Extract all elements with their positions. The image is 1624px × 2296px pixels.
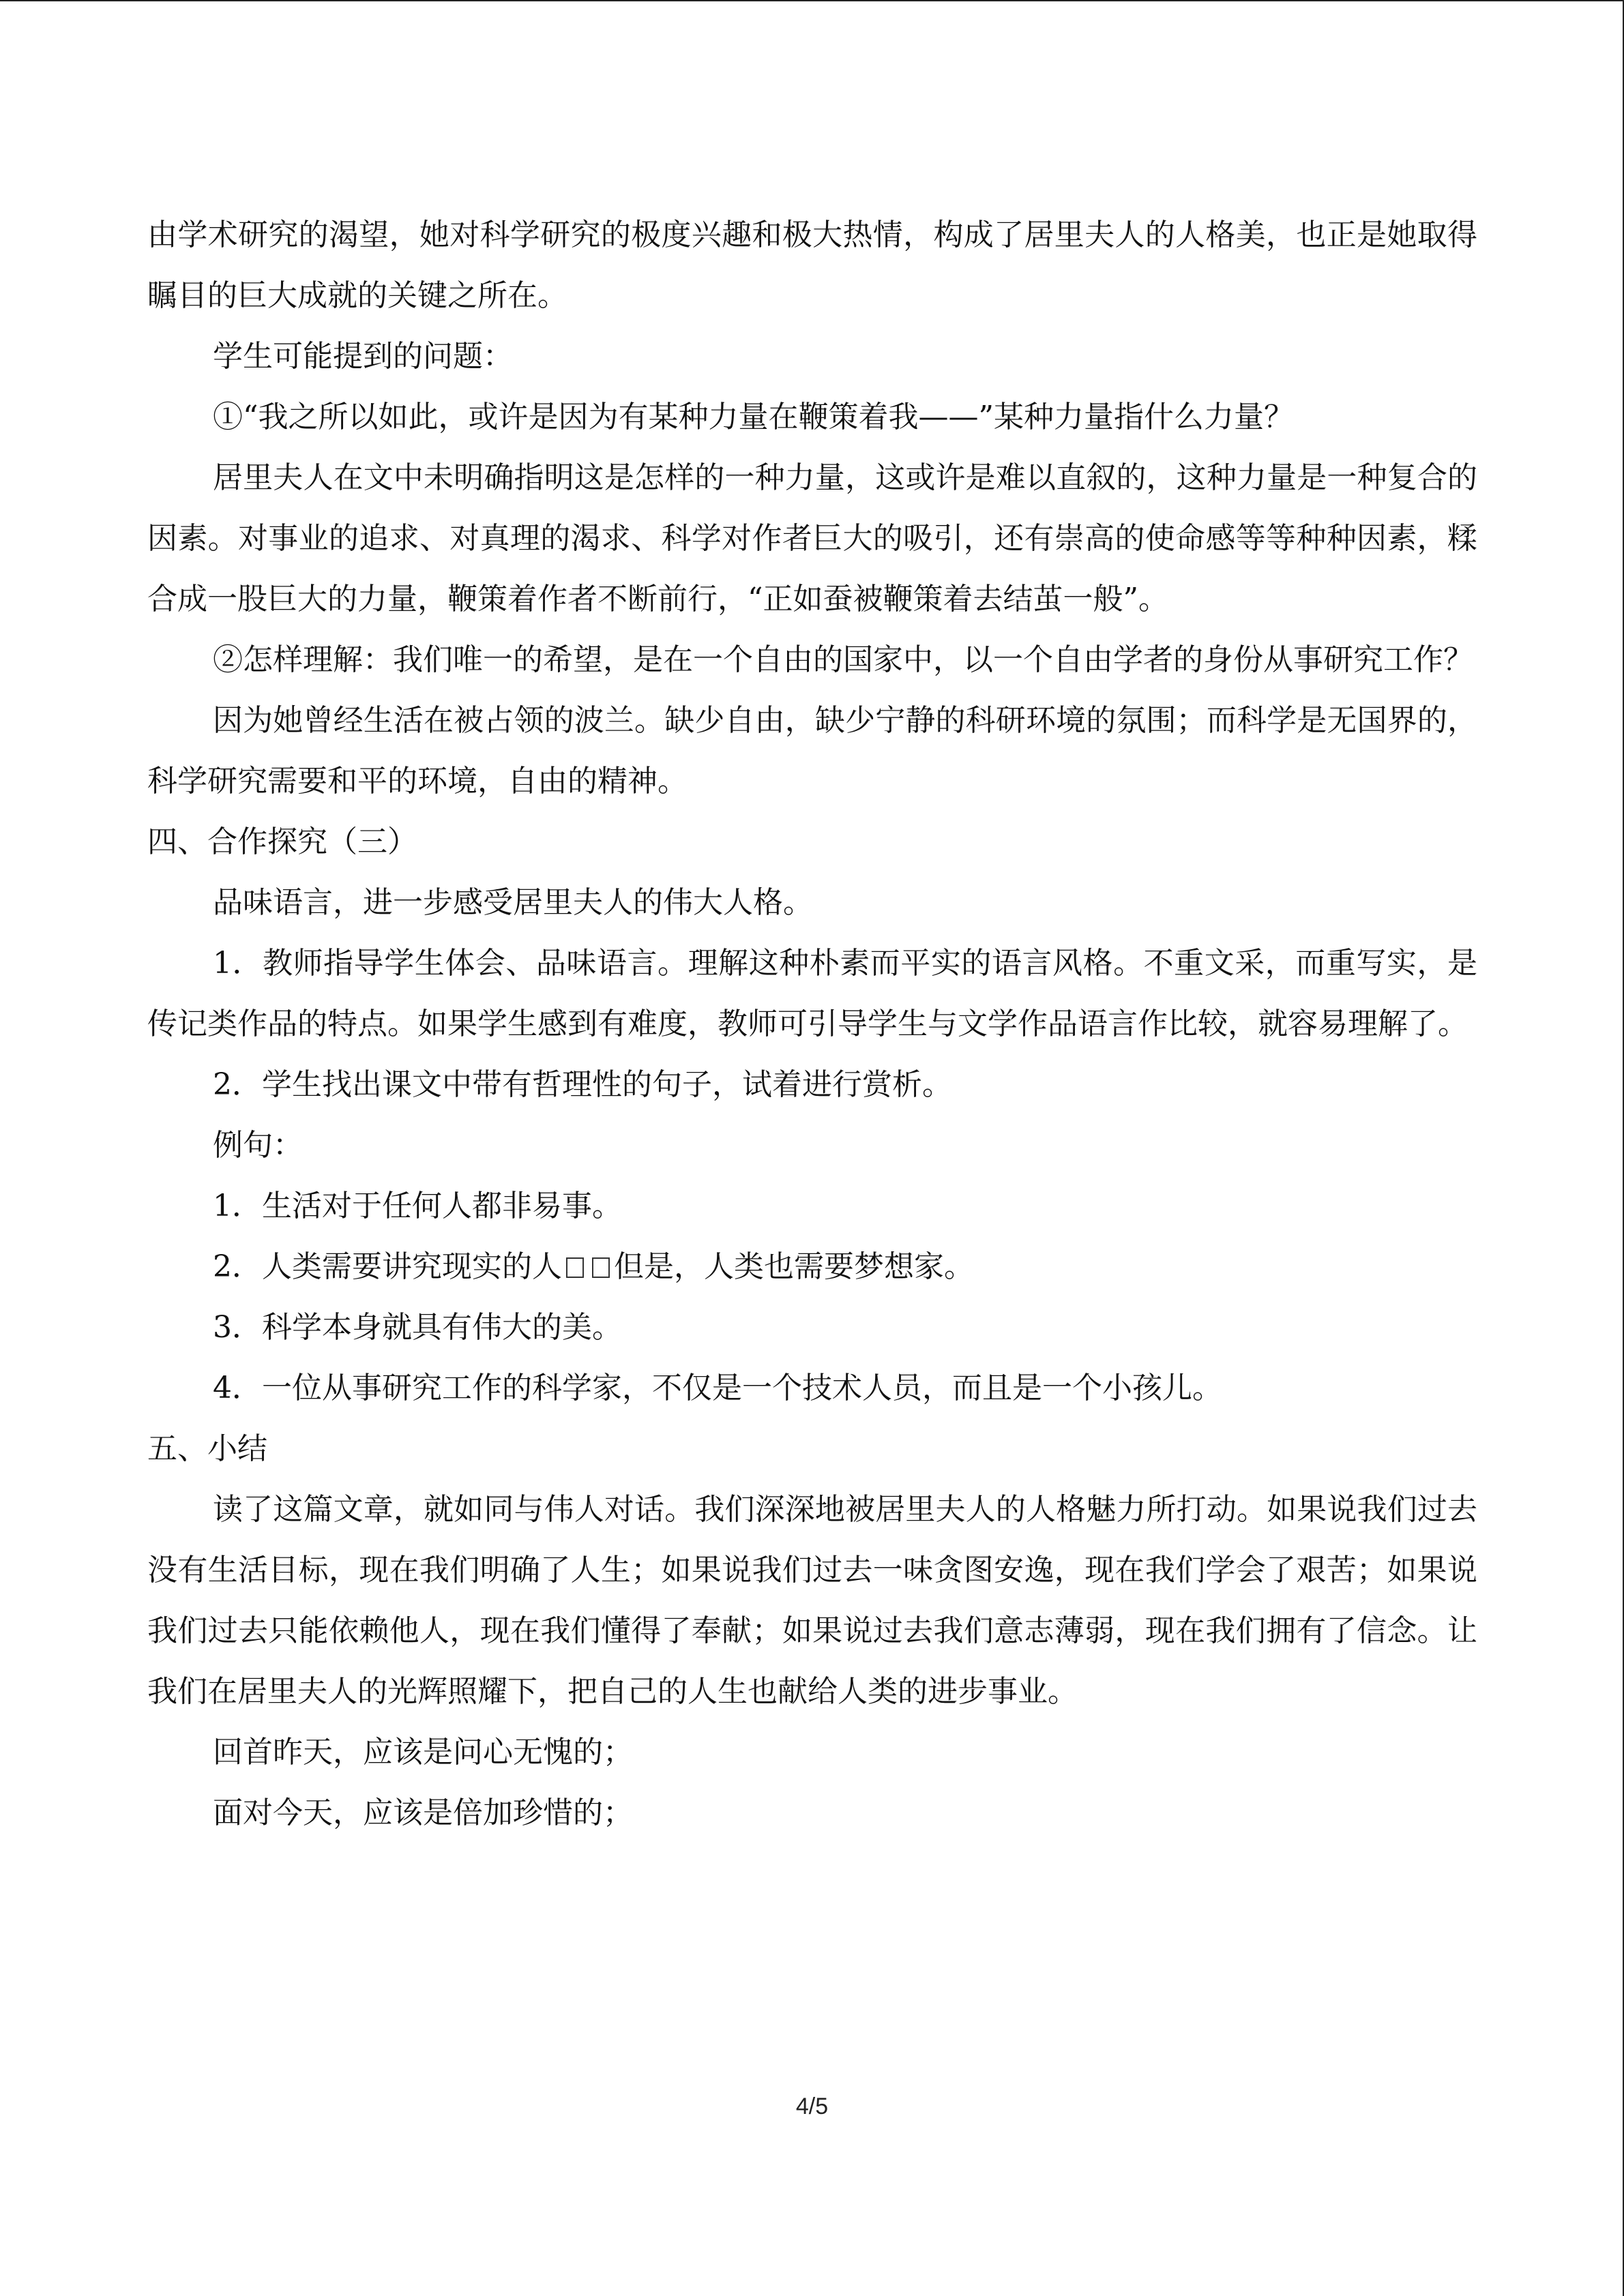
- paragraph-continuation: 由学术研究的渴望，她对科学研究的极度兴趣和极大热情，构成了居里夫人的人格美，也正是她取得瞩目的巨大成就的关键之所在。: [147, 218, 1477, 313]
- question-one: ①“我之所以如此，或许是因为有某种力量在鞭策着我——”某种力量指什么力量？: [213, 400, 1294, 434]
- example-two-part-b: 但是，人类也需要梦想家。: [614, 1249, 974, 1284]
- section-heading-five: 五、小结: [147, 1431, 267, 1466]
- missing-glyph-box: [566, 1257, 584, 1278]
- section-heading-four: 四、合作探究（三）: [147, 824, 417, 859]
- missing-glyph-box: [592, 1257, 610, 1278]
- paragraph-questions-intro: 学生可能提到的问题：: [213, 339, 513, 374]
- closing-line-one: 回首昨天，应该是问心无愧的；: [213, 1735, 633, 1770]
- section-four-intro: 品味语言，进一步感受居里夫人的伟大人格。: [213, 885, 813, 920]
- closing-line-two: 面对今天，应该是倍加珍惜的；: [213, 1795, 633, 1830]
- question-two: ②怎样理解：我们唯一的希望，是在一个自由的国家中，以一个自由学者的身份从事研究工作？: [213, 642, 1473, 677]
- example-four: 4．一位从事研究工作的科学家，不仅是一个技术人员，而且是一个小孩儿。: [213, 1371, 1222, 1405]
- document-body: [147, 205, 1477, 1843]
- section-four-item-one: 1．教师指导学生体会、品味语言。理解这种朴素而平实的语言风格。不重文采，而重写实，是传记类作品的特点。如果学生感到有难度，教师可引导学生与文学作品语言作比较，就容易理解了。: [147, 946, 1477, 1041]
- example-one: 1．生活对于任何人都非易事。: [213, 1189, 622, 1223]
- summary-paragraph: 读了这篇文章，就如同与伟人对话。我们深深地被居里夫人的人格魅力所打动。如果说我们过去没有生活目标，现在我们明确了人生；如果说我们过去一味贪图安逸，现在我们学会了艰苦；如果说我们过去只能依赖他人，现在我们懂得了奉献；如果说过去我们意志薄弱，现在我们拥有了信念。让我们在居里夫人的光辉照耀下，把自己的人生也献给人类的进步事业。: [147, 1492, 1477, 1709]
- examples-label: 例句：: [213, 1128, 303, 1163]
- example-two-part-a: 2．人类需要讲究现实的人: [213, 1249, 562, 1284]
- example-two: [147, 1236, 1477, 1297]
- example-three: 3．科学本身就具有伟大的美。: [213, 1310, 622, 1345]
- section-four-item-two: 2．学生找出课文中带有哲理性的句子，试着进行赏析。: [213, 1067, 952, 1102]
- page-number: 4/5: [795, 2093, 829, 2119]
- answer-one: 居里夫人在文中未明确指明这是怎样的一种力量，这或许是难以直叙的，这种力量是一种复合的因素。对事业的追求、对真理的渴求、科学对作者巨大的吸引，还有崇高的使命感等等种种因素，糅合成一股巨大的力量，鞭策着作者不断前行，“正如蚕被鞭策着去结茧一般”。: [147, 460, 1477, 616]
- answer-two: 因为她曾经生活在被占领的波兰。缺少自由，缺少宁静的科研环境的氛围；而科学是无国界的，科学研究需要和平的环境，自由的精神。: [147, 703, 1477, 799]
